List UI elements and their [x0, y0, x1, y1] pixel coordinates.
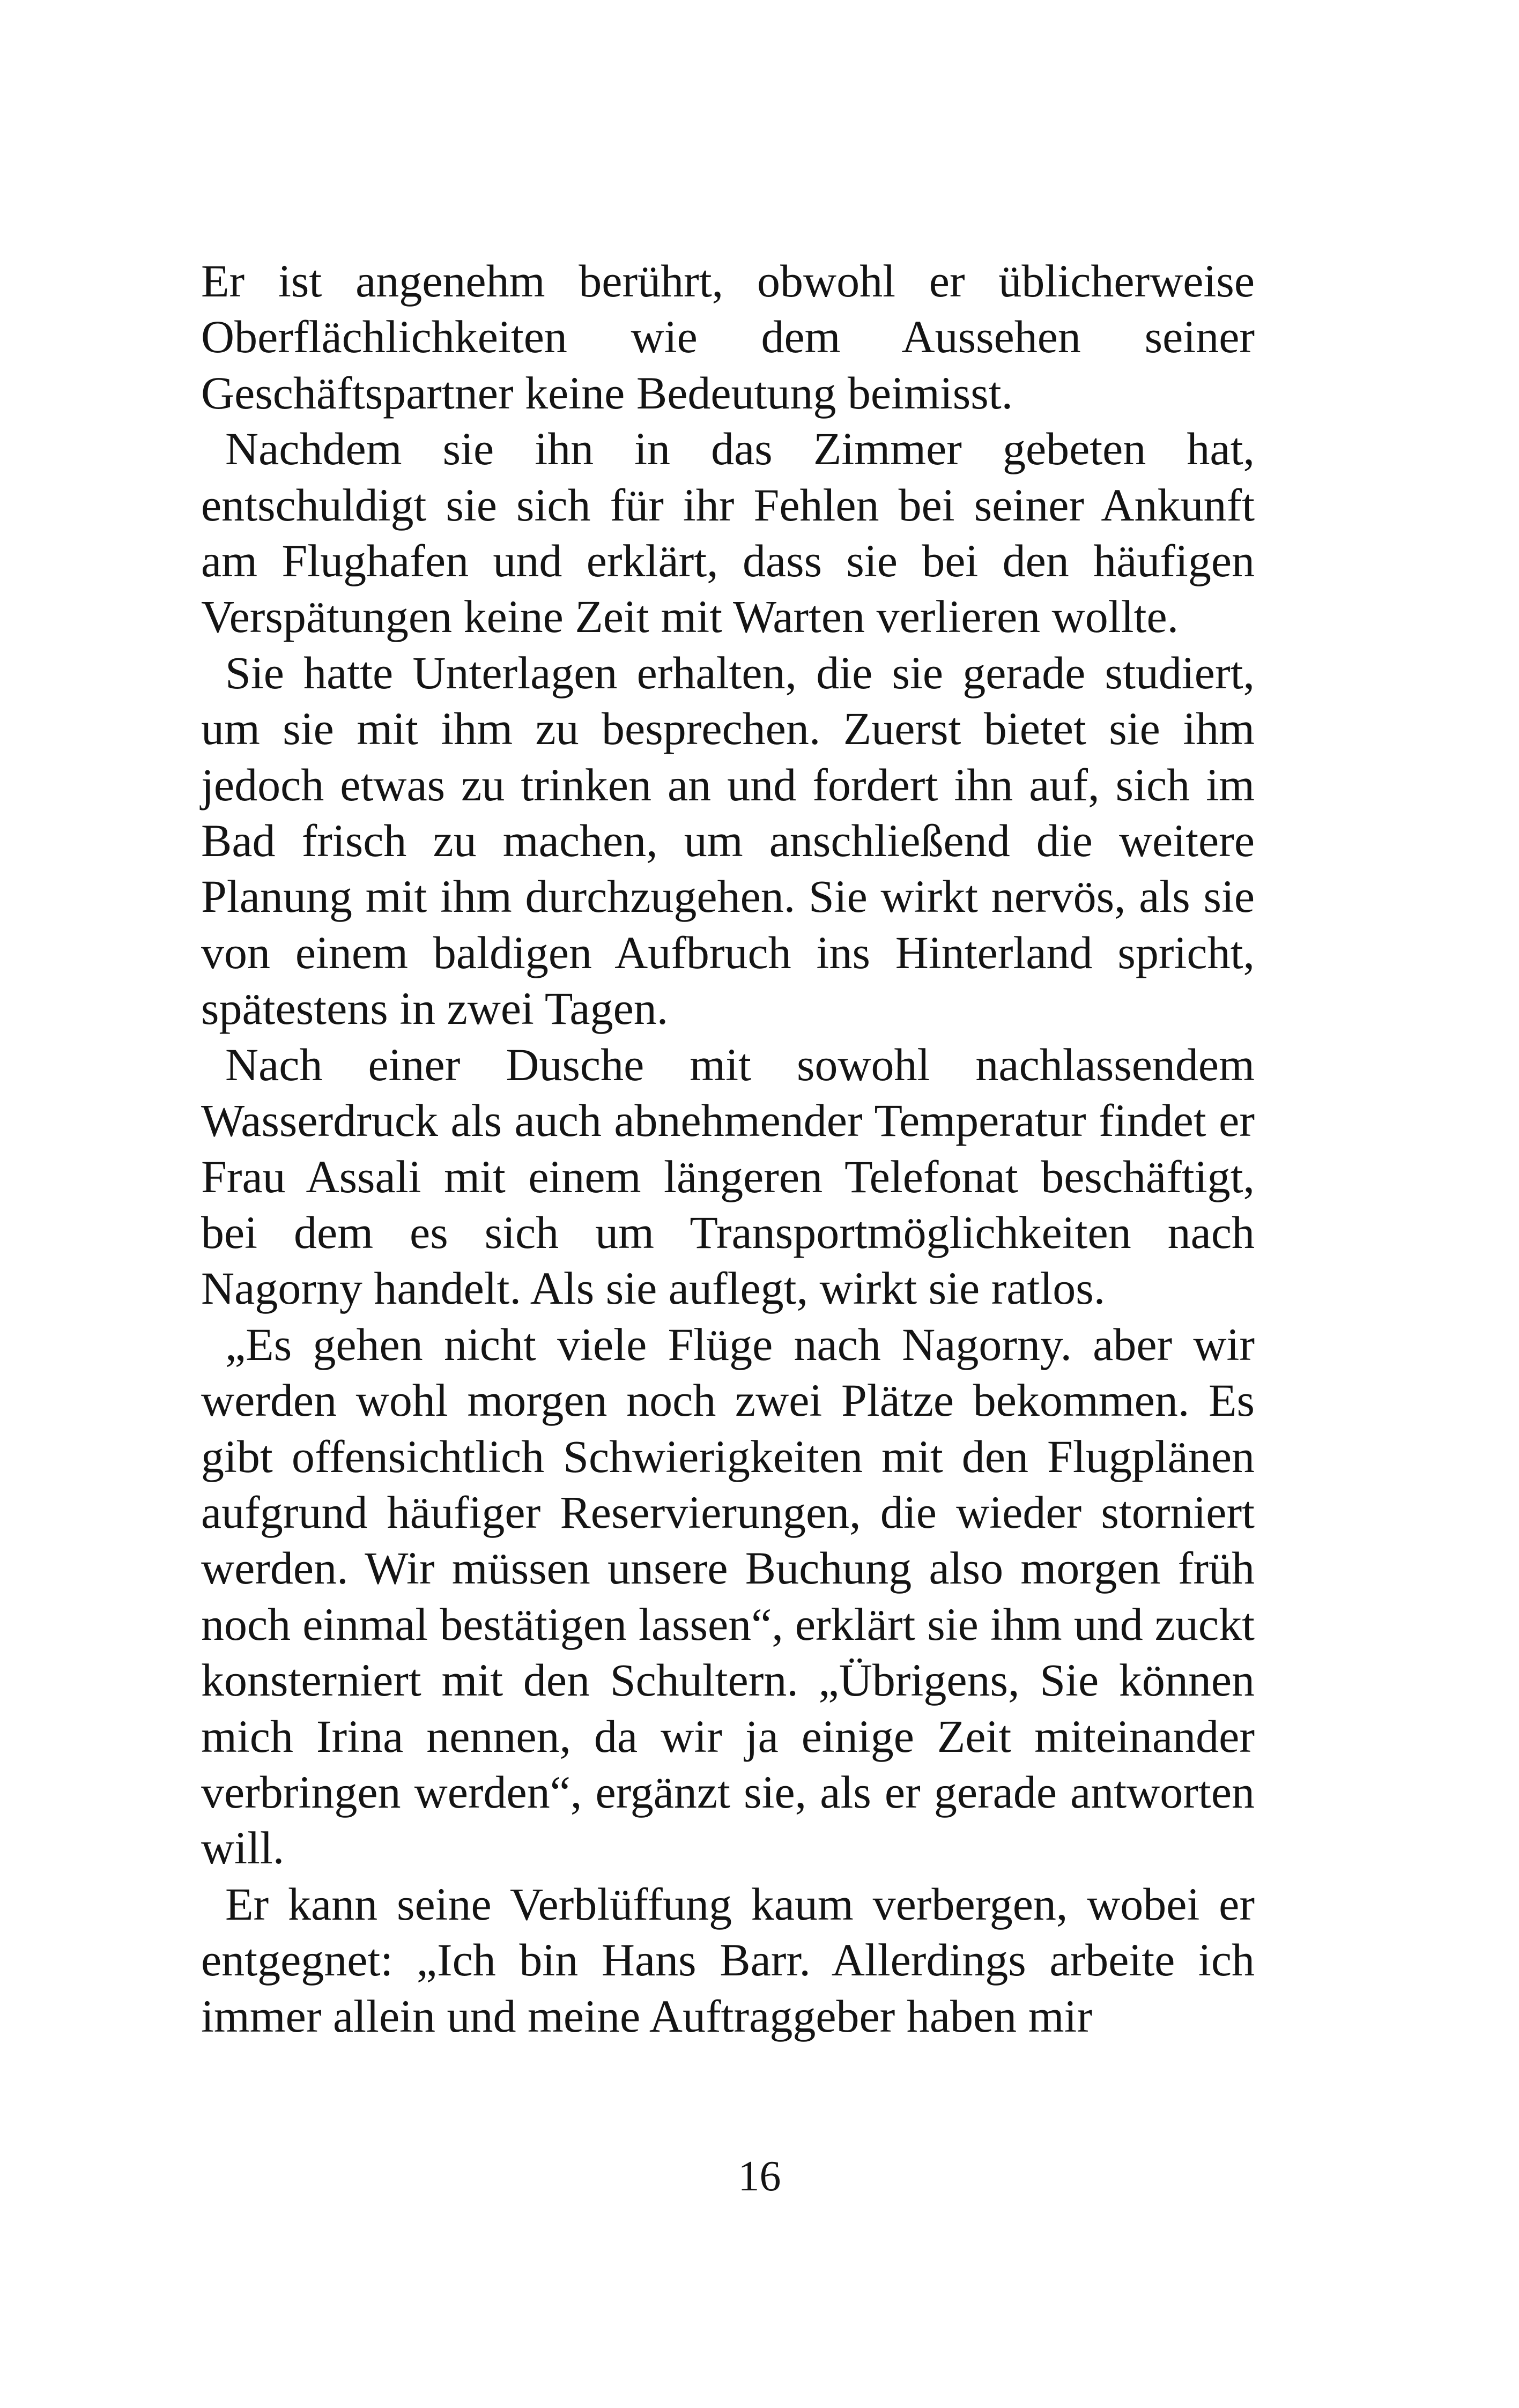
paragraph-5: „Es gehen nicht viele Flüge nach Nagorny. aber wir werden wohl morgen noch zwei Plätze bekommen. Es gibt offensichtlich Schwierigkeiten mit den Flugplänen aufgrund häufiger Reservierungen, die wieder storniert werden. Wir müssen unsere Buchung also morgen früh noch einmal bestätigen lassen“, erklärt sie ihm und zuckt konsterniert mit den Schultern. „Übrigens, Sie können mich Irina nennen, da wir ja einige Zeit miteinander verbringen werden“, ergänzt sie, als er gerade antworten will.	[201, 1318, 1255, 1874]
body-text	[201, 253, 1255, 2044]
paragraph-1: Er ist angenehm berührt, obwohl er üblicherweise Oberflächlichkeiten wie dem Aussehen seiner Geschäftspartner keine Bedeutung beimisst.	[201, 255, 1255, 419]
paragraph-6: Er kann seine Verblüffung kaum verbergen, wobei er entgegnet: „Ich bin Hans Barr. Allerdings arbeite ich immer allein und meine Auftraggeber haben mir	[201, 1878, 1255, 2042]
page-number: 16	[738, 2153, 781, 2200]
paragraph-3: Sie hatte Unterlagen erhalten, die sie gerade studiert, um sie mit ihm zu besprechen. Zuerst bietet sie ihm jedoch etwas zu trinken an und fordert ihn auf, sich im Bad frisch zu machen, um anschließend die weitere Planung mit ihm durchzugehen. Sie wirkt nervös, als sie von einem baldigen Aufbruch ins Hinterland spricht, spätestens in zwei Tagen.	[201, 646, 1255, 1035]
paragraph-4: Nach einer Dusche mit sowohl nachlassendem Wasserdruck als auch abnehmender Temperatur findet er Frau Assali mit einem längeren Telefonat beschäftigt, bei dem es sich um Transportmöglichkeiten nach Nagorny handelt. Als sie auflegt, wirkt sie ratlos.	[201, 1038, 1255, 1314]
paragraph-2: Nachdem sie ihn in das Zimmer gebeten hat, entschuldigt sie sich für ihr Fehlen bei seiner Ankunft am Flughafen und erklärt, dass sie bei den häufigen Verspätungen keine Zeit mit Warten verlieren wollte.	[201, 423, 1255, 643]
